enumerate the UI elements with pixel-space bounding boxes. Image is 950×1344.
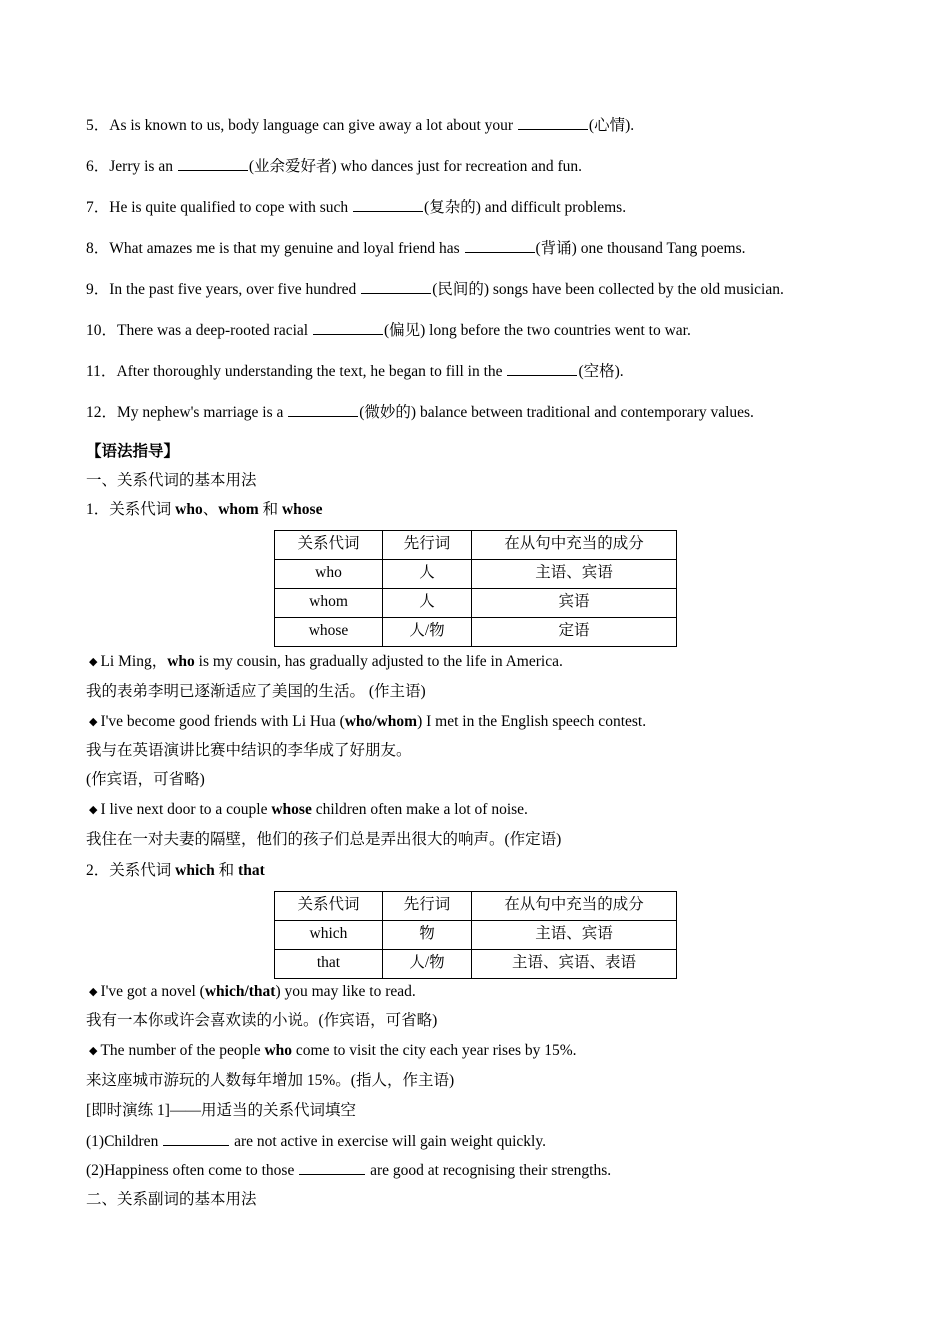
diamond-bullet-icon: ◆ xyxy=(89,716,98,728)
example-2: ◆ I've become good friends with Li Hua (who/whom) I met in the English speech contest. xyxy=(89,713,647,730)
example-4-translation: 我有一本你或许会喜欢读的小说。(作宾语，可省略) xyxy=(86,1012,438,1029)
table-cell: whom xyxy=(275,589,383,618)
table-header: 在从句中充当的成分 xyxy=(472,531,677,560)
table-header: 关系代词 xyxy=(275,892,383,921)
table-row xyxy=(275,589,677,618)
table-cell: whose xyxy=(275,618,383,647)
exercise-11: 11．After thoroughly understanding the text, he began to fill in the (空格). xyxy=(86,363,624,380)
example-2-translation: 我与在英语演讲比赛中结识的李华成了好朋友。 xyxy=(86,742,412,759)
drill-item-1: (1)Children are not active in exercise will gain weight quickly. xyxy=(86,1133,546,1150)
exercise-6: 6．Jerry is an (业余爱好者) who dances just for recreation and fun. xyxy=(86,158,583,175)
example-5-translation: 来这座城市游玩的人数每年增加 15%。(指人，作主语) xyxy=(86,1072,455,1089)
section-heading-1: 一、关系代词的基本用法 xyxy=(86,472,257,489)
exercise-5: 5．As is known to us, body language can give away a lot about your (心情). xyxy=(86,117,635,134)
example-2-note: (作宾语，可省略) xyxy=(86,771,205,788)
answer-blank[interactable] xyxy=(163,1131,229,1146)
diamond-bullet-icon: ◆ xyxy=(89,804,98,816)
section-heading-2: 二、关系副词的基本用法 xyxy=(86,1191,257,1208)
answer-blank[interactable] xyxy=(518,115,588,130)
answer-blank[interactable] xyxy=(507,361,577,376)
table-cell: 人/物 xyxy=(383,618,472,647)
example-5: ◆ The number of the people who come to visit the city each year rises by 15%. xyxy=(89,1042,577,1059)
drill-title: [即时演练 1]——用适当的关系代词填空 xyxy=(86,1102,356,1119)
table-cell: which xyxy=(275,921,383,950)
table-header: 在从句中充当的成分 xyxy=(472,892,677,921)
answer-blank[interactable] xyxy=(299,1160,365,1175)
exercise-12: 12．My nephew's marriage is a (微妙的) balance between traditional and contemporary values. xyxy=(86,404,754,421)
table-cell: 主语、宾语、表语 xyxy=(472,950,677,979)
exercise-8: 8．What amazes me is that my genuine and loyal friend has (背诵) one thousand Tang poems. xyxy=(86,240,746,257)
exercise-7: 7．He is quite qualified to cope with such (复杂的) and difficult problems. xyxy=(86,199,627,216)
subheading-2: 2．关系代词 which 和 that xyxy=(86,862,265,879)
answer-blank[interactable] xyxy=(313,320,383,335)
table-cell: 物 xyxy=(383,921,472,950)
table-cell: 主语、宾语 xyxy=(472,921,677,950)
table-row xyxy=(275,921,677,950)
table-cell: 人 xyxy=(383,560,472,589)
table-cell: 人/物 xyxy=(383,950,472,979)
table-row xyxy=(275,618,677,647)
table-cell: who xyxy=(275,560,383,589)
answer-blank[interactable] xyxy=(465,238,535,253)
table-cell: 主语、宾语 xyxy=(472,560,677,589)
grammar-heading: 【语法指导】 xyxy=(86,443,180,460)
table-header: 先行词 xyxy=(383,531,472,560)
table-cell: that xyxy=(275,950,383,979)
diamond-bullet-icon: ◆ xyxy=(89,1045,98,1057)
table-row xyxy=(275,560,677,589)
table-cell: 人 xyxy=(383,589,472,618)
relative-pronoun-table-1 xyxy=(274,530,677,647)
table-header-row xyxy=(275,531,677,560)
answer-blank[interactable] xyxy=(178,156,248,171)
table-cell: 定语 xyxy=(472,618,677,647)
answer-blank[interactable] xyxy=(361,279,431,294)
example-1-translation: 我的表弟李明已逐渐适应了美国的生活。 (作主语) xyxy=(86,683,426,700)
table-header: 先行词 xyxy=(383,892,472,921)
exercise-9: 9．In the past five years, over five hundred (民间的) songs have been collected by the old musician. xyxy=(86,281,784,298)
example-3: ◆ I live next door to a couple whose children often make a lot of noise. xyxy=(89,801,528,818)
example-3-translation: 我住在一对夫妻的隔壁，他们的孩子们总是弄出很大的响声。(作定语) xyxy=(86,831,562,848)
table-cell: 宾语 xyxy=(472,589,677,618)
diamond-bullet-icon: ◆ xyxy=(89,656,98,668)
table-header-row xyxy=(275,892,677,921)
table-header: 关系代词 xyxy=(275,531,383,560)
table-row xyxy=(275,950,677,979)
answer-blank[interactable] xyxy=(353,197,423,212)
example-4: ◆ I've got a novel (which/that) you may like to read. xyxy=(89,983,416,1000)
example-1: ◆ Li Ming，who is my cousin, has gradually adjusted to the life in America. xyxy=(89,653,563,670)
drill-item-2: (2)Happiness often come to those are good at recognising their strengths. xyxy=(86,1162,612,1179)
diamond-bullet-icon: ◆ xyxy=(89,986,98,998)
exercise-10: 10．There was a deep-rooted racial (偏见) long before the two countries went to war. xyxy=(86,322,691,339)
relative-pronoun-table-2 xyxy=(274,891,677,979)
answer-blank[interactable] xyxy=(288,402,358,417)
subheading-1: 1．关系代词 who、whom 和 whose xyxy=(86,501,323,518)
